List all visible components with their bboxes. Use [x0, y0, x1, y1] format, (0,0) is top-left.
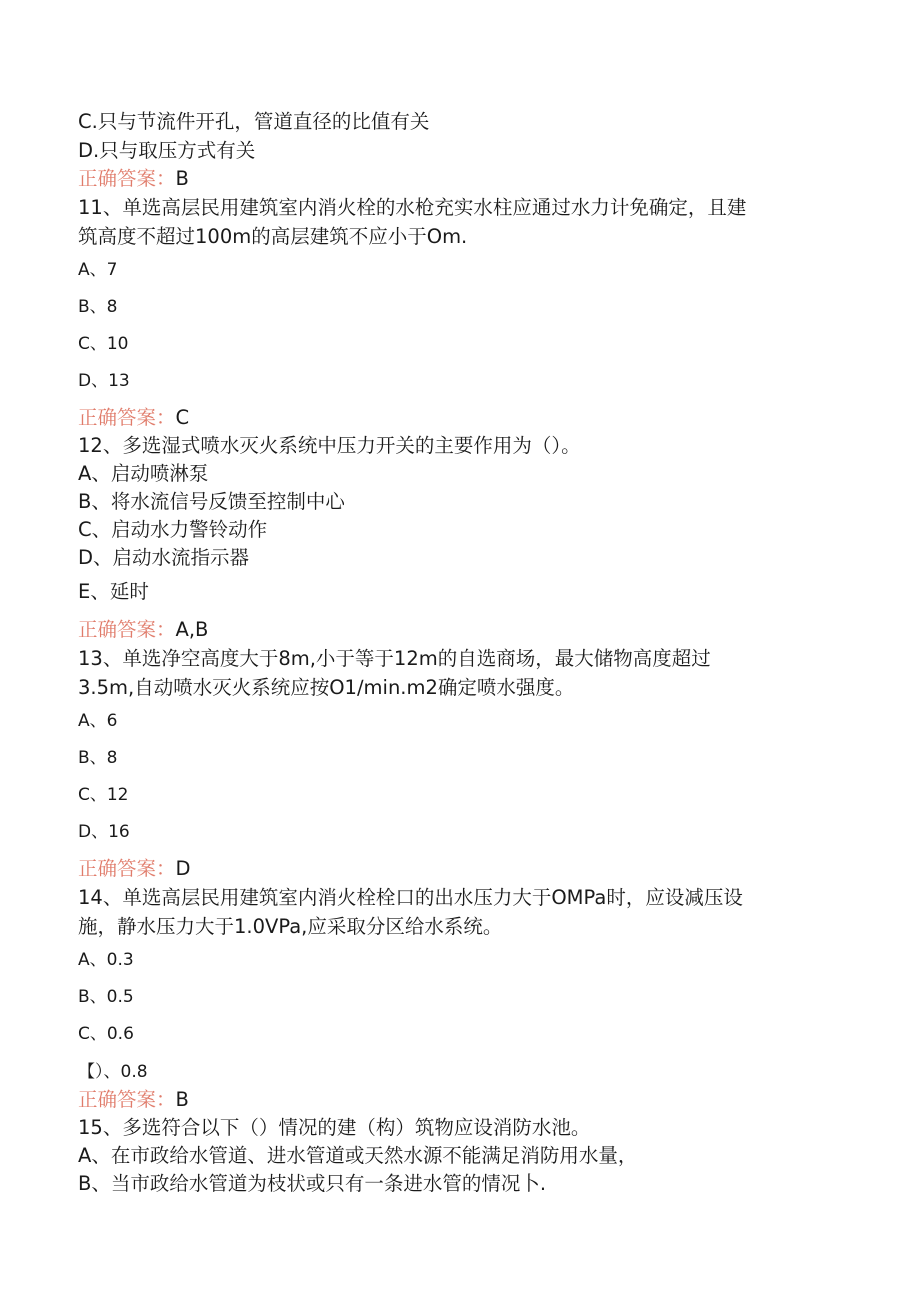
option-line: D、16: [78, 822, 130, 842]
question-text: 15、多选符合以下（）情况的建（构）筑物应设消防水池。: [78, 1116, 591, 1139]
answer-value: D: [175, 857, 191, 880]
question-text: 3.5m,自动喷水灭火系统应按O1∕min.m2确定喷水强度。: [78, 676, 575, 699]
option-line: C、12: [78, 785, 129, 805]
question-text: 11、单选高层民用建筑室内消火栓的水枪充实水柱应通过水力计免确定，且建: [78, 196, 747, 219]
option-line: C.只与节流件开孔，管道直径的比值有关: [78, 110, 430, 133]
option-line: A、启动喷淋泵: [78, 462, 209, 485]
option-line: A、在市政给水管道、进水管道或天然水源不能满足消防用水量，: [78, 1144, 638, 1167]
option-line: E、延时: [78, 580, 149, 603]
option-line: A、0.3: [78, 950, 134, 970]
option-line: D、启动水流指示器: [78, 546, 250, 569]
option-line: D.只与取压方式有关: [78, 139, 256, 162]
answer-label: 正确答案：: [78, 618, 176, 641]
question-text: 施，静水压力大于1.0VPa,应采取分区给水系统。: [78, 915, 503, 938]
question-text: 14、单选高层民用建筑室内消火栓栓口的出水压力大于OMPa时，应设减压设: [78, 886, 743, 909]
option-line: A、7: [78, 260, 118, 280]
option-line: A、6: [78, 711, 118, 731]
correct-answer: [78, 618, 208, 642]
option-line: B、8: [78, 748, 118, 768]
option-line: D、13: [78, 371, 130, 391]
correct-answer: [78, 857, 191, 881]
question-text: 12、多选湿式喷水灭火系统中压力开关的主要作用为（）。: [78, 434, 581, 457]
answer-label: 正确答案：: [78, 406, 176, 429]
correct-answer: [78, 406, 189, 430]
answer-value: A,B: [175, 618, 209, 641]
option-line: C、启动水力警铃动作: [78, 518, 268, 541]
correct-answer: [78, 167, 189, 191]
option-line: B、当市政给水管道为枝状或只有一条进水管的情况卜.: [78, 1172, 547, 1195]
option-line: B、将水流信号反馈至控制中心: [78, 490, 345, 513]
answer-label: 正确答案：: [78, 1088, 176, 1111]
answer-value: B: [175, 167, 189, 190]
option-line: B、8: [78, 297, 118, 317]
option-line: C、10: [78, 334, 129, 354]
answer-label: 正确答案：: [78, 857, 176, 880]
answer-label: 正确答案：: [78, 167, 176, 190]
answer-value: C: [175, 406, 190, 429]
question-text: 筑高度不超过100m的高层建筑不应小于Om.: [78, 225, 468, 248]
answer-value: B: [175, 1088, 189, 1111]
correct-answer: [78, 1088, 189, 1112]
option-line: C、0.6: [78, 1024, 134, 1044]
question-text: 13、单选净空高度大于8m,小于等于12m的自选商场，最大储物高度超过: [78, 647, 711, 670]
option-line: B、0.5: [78, 987, 134, 1007]
option-line: 【）、0.8: [78, 1062, 148, 1082]
